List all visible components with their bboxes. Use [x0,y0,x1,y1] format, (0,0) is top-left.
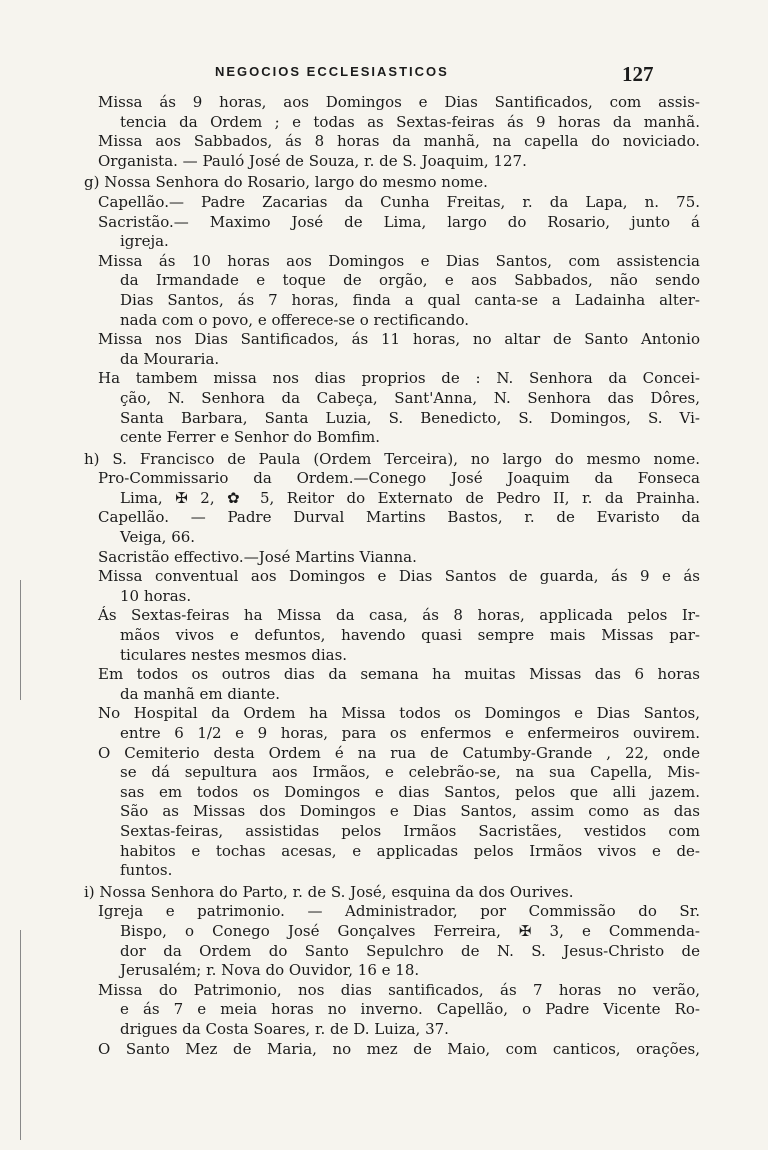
text-line: Capellão. — Padre Durval Martins Bastos, r. de Evaristo da [98,508,700,527]
text-line: entre 6 1/2 e 9 horas, para os enfermos e enfermeiros ouvirem. [120,724,700,742]
text-line: Missa do Patrimonio, nos dias santificados, ás 7 horas no verão, [98,980,700,999]
text-line: Missa aos Sabbados, ás 8 horas da manhã, na capella do noviciado. [98,132,700,151]
text-line: da Mouraria. [120,349,220,368]
text-line: Lima, ✠ 2, ✿ 5, Reitor do Externato de Pedro II, r. da Prainha. [120,488,700,507]
text-line: Bispo, o Conego José Gonçalves Ferreira, ✠ 3, e Commenda- [120,921,700,940]
text-line: mãos vivos e defuntos, havendo quasi sempre mais Missas par- [120,626,700,645]
text-line: tencia da Ordem ; e todas as Sextas-feiras ás 9 horas da manhã. [120,112,700,131]
text-line: Sacristão effectivo.—José Martins Vianna. [98,547,417,566]
text-line: ticulares nestes mesmos dias. [120,645,348,664]
text-line: Santa Barbara, Santa Luzia, S. Benedicto, S. Domingos, S. Vi- [120,408,700,427]
text-line: Missa ás 9 horas, aos Domingos e Dias Santificados, com assis- [98,93,700,111]
text-line: Ás Sextas-feiras ha Missa da casa, ás 8 horas, applicada pelos Ir- [98,606,700,625]
text-line: Organista. — Pauló José de Souza, r. de S. Joaquim, 127. [98,151,527,170]
text-line: drigues da Costa Soares, r. de D. Luiza, 37. [120,1019,449,1038]
page-body [60,93,700,1059]
text-line: O Cemiterio desta Ordem é na rua de Catumby-Grande , 22, onde [98,743,700,762]
running-head: NEGOCIOS ECCLESIASTICOS [215,64,449,79]
text-line: Missa nos Dias Santificados, ás 11 horas, no altar de Santo Antonio [98,330,700,349]
text-line: se dá sepultura aos Irmãos, e celebrão-se, na sua Capella, Mis- [120,763,700,782]
text-line: Pro-Commissario da Ordem.—Conego José Joaquim da Fonseca [98,469,700,488]
text-line: da manhã em diante. [120,684,281,703]
text-line: Missa ás 10 horas aos Domingos e Dias Santos, com assistencia [98,251,700,270]
text-line: Sacristão.— Maximo José de Lima, largo do Rosario, junto á [98,212,700,231]
margin-rule [20,580,21,700]
text-line: sas em todos os Domingos e dias Santos, pelos que alli jazem. [120,782,700,801]
page-header [0,62,768,86]
text-line: ção, N. Senhora da Cabeça, Sant'Anna, N. Senhora das Dôres, [120,388,700,407]
text-line: O Santo Mez de Maria, no mez de Maio, com canticos, orações, [98,1039,700,1058]
text-line: 10 horas. [120,586,192,605]
text-line: g) Nossa Senhora do Rosario, largo do mesmo nome. [84,173,488,192]
text-line: Em todos os outros dias da semana ha muitas Missas das 6 horas [98,665,700,684]
margin-rule [20,930,21,1140]
text-line: Dias Santos, ás 7 horas, finda a qual canta-se a Ladainha alter- [120,290,700,309]
text-line: Igreja e patrimonio. — Administrador, por Commissão do Sr. [98,902,700,921]
text-line: No Hospital da Ordem ha Missa todos os Domingos e Dias Santos, [98,704,700,723]
text-line: i) Nossa Senhora do Parto, r. de S. José, esquina da dos Ourives. [84,882,574,901]
text-line: dor da Ordem do Santo Sepulchro de N. S. Jesus-Christo de [120,941,700,960]
text-line: nada com o povo, e offerece-se o rectificando. [120,310,469,329]
page-number: 127 [622,62,654,86]
text-line: habitos e tochas acesas, e applicadas pelos Irmãos vivos e de- [120,841,700,860]
text-line: São as Missas dos Domingos e Dias Santos, assim como as das [120,802,700,821]
text-line: Ha tambem missa nos dias proprios de : N. Senhora da Concei- [98,369,700,388]
text-line: cente Ferrer e Senhor do Bomfim. [120,428,380,447]
text-line: funtos. [120,861,173,880]
text-line: da Irmandade e toque de orgão, e aos Sabbados, não sendo [120,271,700,290]
text-line: Sextas-feiras, assistidas pelos Irmãos Sacristães, vestidos com [120,821,700,840]
text-line: Missa conventual aos Domingos e Dias Santos de guarda, ás 9 e ás [98,567,700,586]
text-line: Veiga, 66. [120,528,196,547]
text-line: e ás 7 e meia horas no inverno. Capellão, o Padre Vicente Ro- [120,1000,700,1019]
text-line: h) S. Francisco de Paula (Ordem Terceira), no largo do mesmo nome. [84,449,700,468]
text-line: Jerusalém; r. Nova do Ouvidor, 16 e 18. [120,961,420,980]
text-line: igreja. [120,232,169,251]
text-line: Capellão.— Padre Zacarias da Cunha Freitas, r. da Lapa, n. 75. [98,192,700,211]
